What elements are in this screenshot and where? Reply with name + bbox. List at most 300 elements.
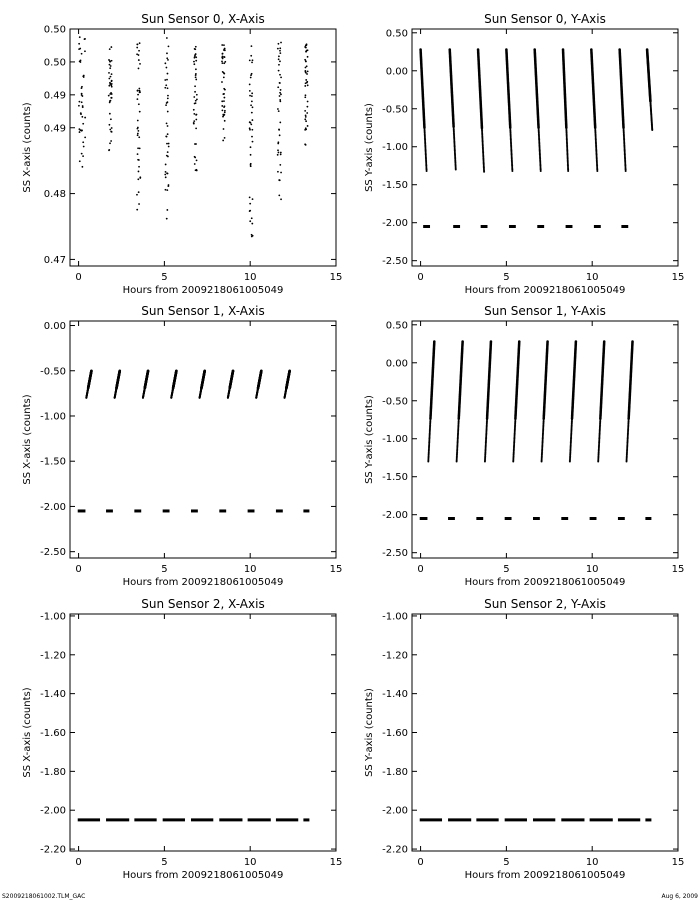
data-point [194,91,196,93]
plot-frame [412,614,678,851]
data-point [136,194,138,196]
data-point [305,94,307,96]
data-point [221,60,223,62]
panel-title: Sun Sensor 0, X-Axis [141,12,265,26]
y-tick-label: -1.00 [382,142,408,154]
data-point [279,60,281,62]
y-axis-label: SS Y-axis (counts) [364,395,375,484]
data-point [250,77,252,79]
data-point [279,99,281,101]
y-tick-label: -2.00 [382,510,408,522]
data-point [277,86,279,88]
data-point [279,122,281,124]
data-point [137,134,139,136]
panel-5 [364,597,684,881]
data-point [249,95,251,97]
data-point [164,79,166,81]
y-tick-label: -1.00 [382,434,408,446]
data-point [307,70,309,72]
footer-date: Aug 6, 2009 [661,893,698,900]
y-tick-label: 0.47 [43,254,66,266]
data-point [109,61,111,63]
data-point [196,94,198,96]
data-point [139,42,141,44]
y-tick-label: 0.50 [385,320,408,332]
data-point [305,120,307,122]
data-point [518,340,521,343]
data-point [249,196,251,198]
data-point [194,57,196,59]
data-point [193,113,195,115]
data-point [221,62,223,64]
data-point [137,130,139,132]
y-tick-label: 0.00 [385,358,408,370]
x-axis-label: Hours from 2009218061005049 [122,870,284,881]
panel-title: Sun Sensor 2, Y-Axis [484,597,606,611]
plot-frame [70,614,336,851]
data-point [249,84,251,86]
data-point [223,106,225,108]
data-point [165,164,167,166]
x-axis-label: Hours from 2009218061005049 [464,285,626,296]
y-tick-label: -2.50 [40,547,66,559]
y-axis-label: SS Y-axis (counts) [364,103,375,192]
data-point [250,154,252,156]
data-point [195,68,197,70]
data-point [251,112,253,114]
data-point [305,144,307,146]
data-points [78,36,309,237]
data-point [249,210,251,212]
data-point [280,76,282,78]
data-point [232,369,235,372]
data-point [250,104,252,106]
data-point [108,95,110,97]
data-point [167,95,169,97]
y-tick-label: -2.20 [40,844,66,856]
data-point [166,52,168,54]
data-point [195,46,197,48]
data-point [137,94,139,96]
data-point [490,340,493,343]
data-point [224,48,226,50]
data-point [278,152,280,154]
data-point [167,111,169,113]
y-tick-label: -0.50 [382,104,408,116]
data-point [110,85,112,87]
data-point [250,74,252,76]
data-point [138,171,140,173]
data-point [109,129,111,131]
x-axis-label: Hours from 2009218061005049 [122,285,284,296]
data-point [251,100,253,102]
data-point [511,170,513,172]
data-point [82,106,84,108]
y-tick-label: -0.50 [382,396,408,408]
data-point [280,89,282,91]
data-point [279,74,281,76]
data-point [168,146,170,148]
data-point [166,57,168,59]
data-point [138,68,140,70]
data-point [166,172,168,174]
y-tick-label: 0.50 [385,28,408,40]
y-tick-label: -1.50 [382,472,408,484]
data-point [138,88,140,90]
data-point [196,114,198,116]
data-point [249,203,251,205]
data-point [540,170,542,172]
y-tick-label: 0.50 [43,24,66,36]
data-point [137,153,139,155]
y-tick-label: -1.40 [382,689,408,701]
x-tick-label: 0 [75,857,82,868]
data-point [81,166,83,168]
y-axis-label: SS X-axis (counts) [22,102,33,193]
data-point [138,59,140,61]
data-point [250,122,252,124]
data-point [304,110,306,112]
data-point [167,125,169,127]
x-tick-label: 0 [75,564,82,575]
data-point [223,76,225,78]
data-point [224,137,226,139]
data-point [166,37,168,39]
data-point [194,163,196,165]
data-point [109,124,111,126]
x-tick-label: 5 [503,857,510,868]
y-tick-label: -2.50 [382,548,408,560]
data-point [110,46,112,48]
data-point [250,123,252,125]
y-tick-label: -2.20 [382,844,408,856]
data-point [166,143,168,145]
y-tick-label: -1.00 [40,611,66,623]
x-tick-label: 10 [585,857,599,868]
data-point [109,64,111,66]
data-point [167,156,169,158]
data-point [193,63,195,65]
data-point [280,198,282,200]
data-point [223,88,225,90]
data-point [222,116,224,118]
x-tick-label: 15 [329,272,343,283]
data-point [250,146,252,148]
data-point [223,56,225,58]
y-tick-label: 0.49 [43,123,66,135]
data-point [84,38,86,40]
data-point [277,171,279,173]
panel-title: Sun Sensor 2, X-Axis [141,597,265,611]
data-point [110,118,112,120]
data-point [195,73,197,75]
data-point [147,369,150,372]
data-point [280,42,282,44]
x-tick-label: 0 [75,272,82,283]
data-point [279,52,281,54]
data-point [280,154,282,156]
data-point [304,85,306,87]
y-tick-label: 0.00 [43,321,66,333]
x-tick-label: 0 [417,564,424,575]
data-point [224,110,226,112]
data-point [166,189,168,191]
data-point [138,203,140,205]
data-point [222,114,224,116]
data-point [168,45,170,47]
panel-2 [22,304,342,588]
x-tick-label: 5 [161,564,168,575]
y-tick-label: -1.60 [40,728,66,739]
data-point [596,170,598,172]
data-points [419,48,653,226]
data-point [251,45,253,47]
y-tick-label: 0.50 [43,57,66,69]
data-point [139,63,141,65]
data-point [137,178,139,180]
x-tick-label: 15 [329,564,343,575]
data-point [567,170,569,172]
data-point [109,93,111,95]
data-point [193,120,195,122]
data-point [278,64,280,66]
data-point [277,108,279,110]
data-point [277,143,279,145]
data-point [195,79,197,81]
y-tick-label: 0.00 [385,66,408,78]
data-point [168,184,170,186]
data-point [433,340,436,343]
data-point [194,157,196,159]
y-tick-label: -1.50 [40,456,66,468]
data-point [195,102,197,104]
x-axis-label: Hours from 2009218061005049 [464,577,626,588]
plot-frame [412,321,678,558]
data-point [195,119,197,121]
data-point [165,171,167,173]
data-point [195,56,197,58]
data-point [277,149,279,151]
y-tick-label: -1.60 [382,728,408,739]
x-tick-label: 15 [671,564,685,575]
data-point [224,112,226,114]
data-point [305,60,307,62]
data-point [111,80,113,82]
data-point [138,136,140,138]
y-tick-label: 0.49 [43,90,66,102]
data-point [196,159,198,161]
data-point [168,143,170,145]
data-point [166,122,168,124]
data-point [193,61,195,63]
data-point [193,109,195,111]
data-point [167,87,169,89]
data-point [603,340,606,343]
data-point [138,50,140,52]
data-point [305,116,307,118]
y-axis-label: SS Y-axis (counts) [364,688,375,777]
data-point [166,218,168,220]
data-point [166,209,168,211]
data-point [109,67,111,69]
y-tick-label: -2.50 [382,256,408,268]
data-point [108,78,110,80]
data-point [224,120,226,122]
data-point [279,82,281,84]
data-point [280,93,282,95]
plot-frame [70,321,336,558]
data-point [307,125,309,127]
data-point [165,84,167,86]
data-point [195,60,197,62]
panel-title: Sun Sensor 1, Y-Axis [484,304,606,318]
data-point [251,136,253,138]
data-point [279,50,281,52]
y-tick-label: -2.00 [40,805,66,817]
data-point [279,134,281,136]
data-point [251,236,253,238]
data-point [221,100,223,102]
data-point [79,48,81,50]
data-point [252,59,254,61]
data-point [224,61,226,63]
y-tick-label: -2.00 [382,218,408,230]
data-point [249,59,251,61]
data-point [222,53,224,55]
data-point [278,58,280,60]
data-point [137,120,139,122]
data-point [166,102,168,104]
panel-title: Sun Sensor 1, X-Axis [141,304,265,318]
y-axis-label: SS X-axis (counts) [22,687,33,778]
data-point [136,98,138,100]
y-tick-label: -1.00 [40,411,66,423]
data-point [137,90,139,92]
data-point [278,43,280,45]
data-point [139,91,141,93]
data-point [110,76,112,78]
data-point [136,47,138,49]
data-point [79,129,81,131]
data-point [165,176,167,178]
y-tick-label: 0.48 [43,189,66,201]
data-point [221,57,223,59]
panel-4 [22,597,342,881]
data-point [195,143,197,145]
data-point [223,97,225,99]
data-point [222,71,224,73]
data-point [110,65,112,67]
x-tick-label: 5 [503,272,510,283]
data-point [251,129,253,131]
x-axis-label: Hours from 2009218061005049 [122,577,284,588]
data-point [279,164,281,166]
data-point [221,44,223,46]
data-point [250,165,252,167]
panel-3 [364,304,684,588]
data-point [252,198,254,200]
data-point [277,48,279,50]
data-point [305,72,307,74]
data-point [288,369,291,372]
y-tick-label: -0.50 [40,366,66,378]
data-point [90,369,93,372]
data-point [278,110,280,112]
data-point [81,101,83,103]
data-point [546,340,549,343]
data-point [252,141,254,143]
data-point [137,159,139,161]
data-point [221,109,223,111]
y-tick-label: -1.80 [382,766,408,778]
data-point [79,160,81,162]
data-point [223,73,225,75]
data-point [305,114,307,116]
footer-filename: S2009218061002.TLM_GAC [2,893,86,900]
data-point [79,101,81,103]
data-point [194,54,196,56]
x-tick-label: 10 [585,272,599,283]
data-point [110,97,112,99]
data-point [138,166,140,168]
data-point [195,76,197,78]
data-point [83,76,85,78]
data-point [252,106,254,108]
data-point [165,104,167,106]
x-tick-label: 0 [417,857,424,868]
data-point [278,194,280,196]
x-tick-label: 0 [417,272,424,283]
data-point [250,55,252,57]
plot-frame [412,29,678,266]
data-point [80,112,82,114]
data-point [277,154,279,156]
data-point [138,54,140,56]
data-point [304,118,306,120]
data-point [164,87,166,89]
data-point [306,112,308,114]
data-point [251,234,253,236]
data-point [84,136,86,138]
x-tick-label: 15 [671,272,685,283]
x-tick-label: 5 [161,272,168,283]
data-point [83,146,85,148]
data-point [194,85,196,87]
data-point [223,93,225,95]
data-point [165,189,167,191]
x-tick-label: 15 [329,857,343,868]
data-point [111,131,113,133]
data-point [138,103,140,105]
x-tick-label: 5 [161,857,168,868]
data-point [164,62,166,64]
data-point [222,140,224,142]
data-point [426,170,428,172]
data-point [136,209,138,211]
data-point [136,44,138,46]
data-point [251,217,253,219]
data-point [196,98,198,100]
data-point [195,169,197,171]
data-point [280,172,282,174]
data-point [249,90,251,92]
data-point [138,191,140,193]
data-point [278,55,280,57]
data-point [223,128,225,130]
data-point [81,87,83,89]
data-point [82,155,84,157]
data-point [193,96,195,98]
